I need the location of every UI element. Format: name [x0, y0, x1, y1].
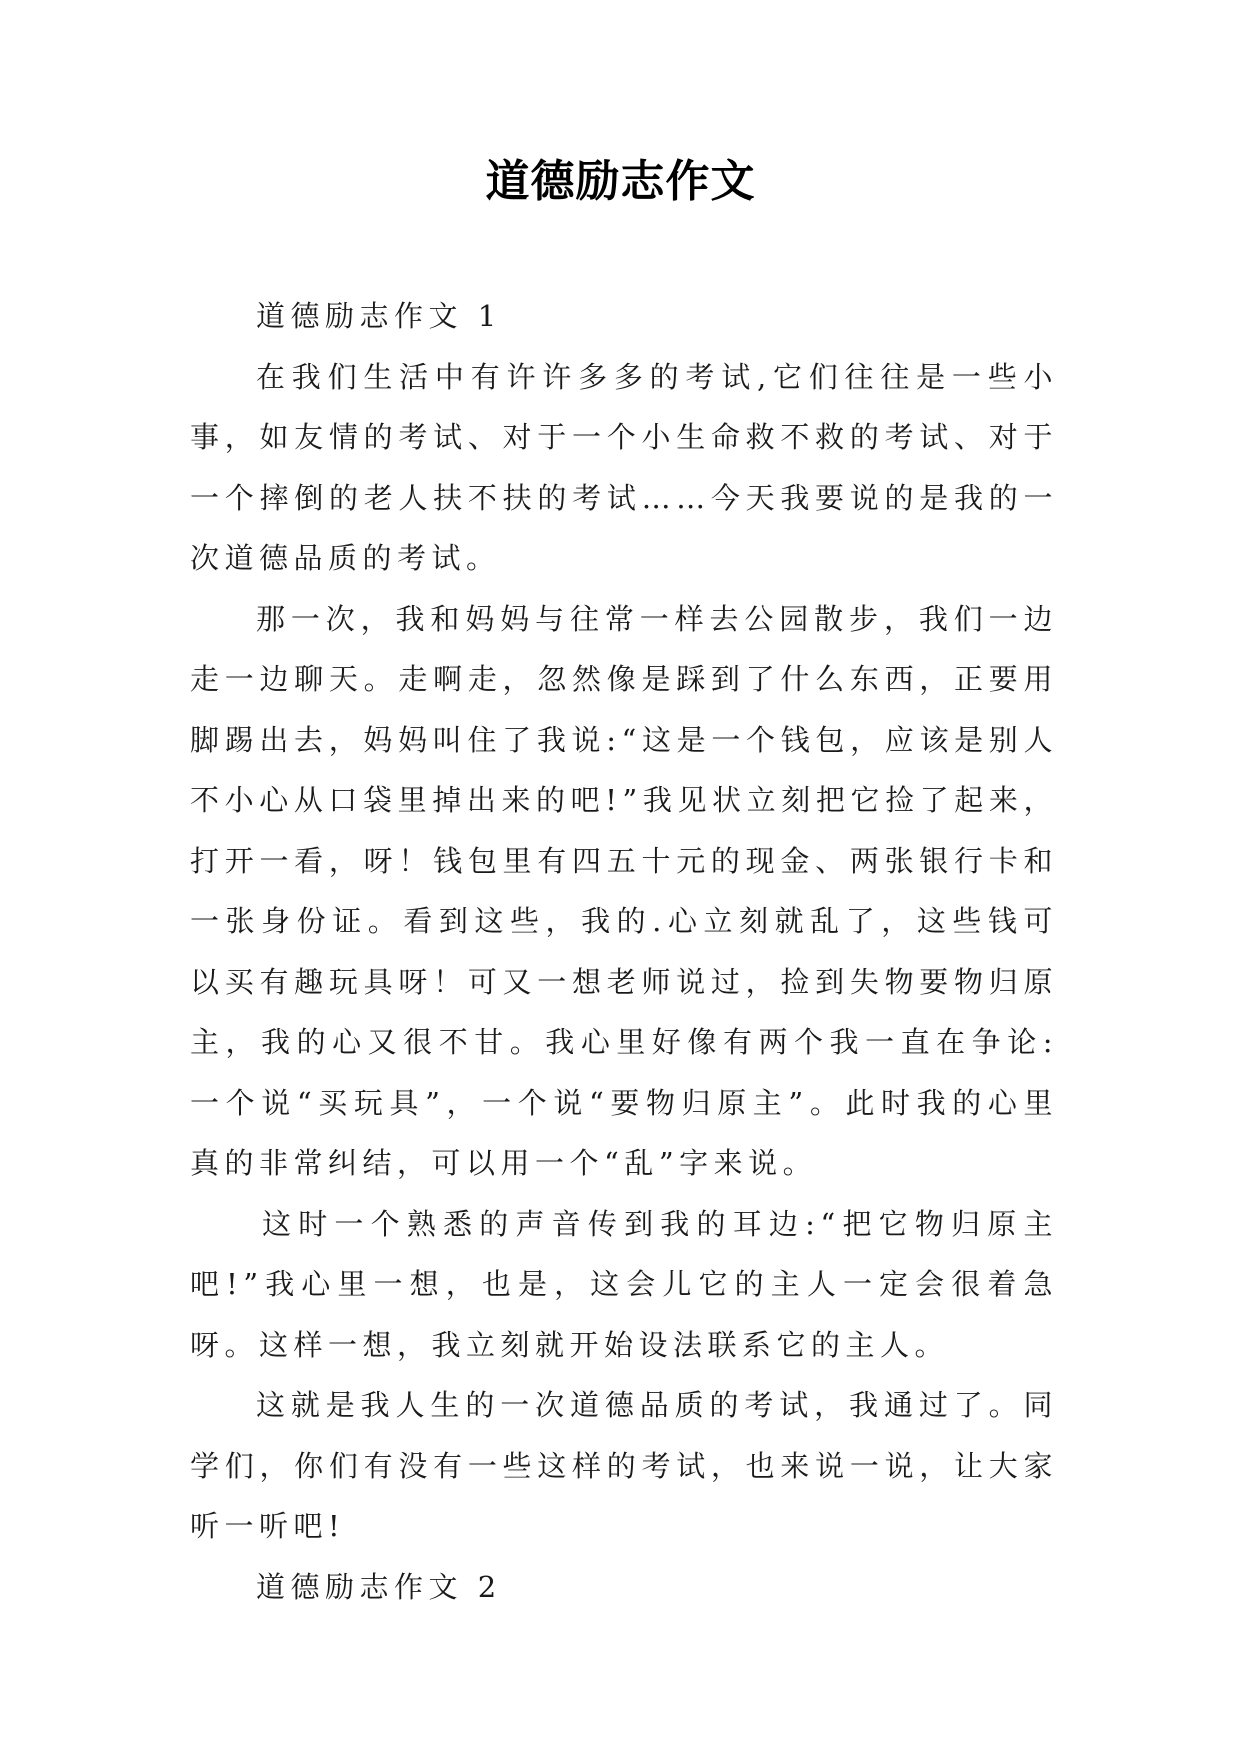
document-title: 道德励志作文: [485, 156, 756, 207]
section-heading-2: 道德励志作文 2: [256, 1569, 502, 1604]
document-body: [190, 286, 1058, 1617]
paragraph-conclusion: 这就是我人生的一次道德品质的考试，我通过了。同学们，你们有没有一些这样的考试，也来说一说，让大家听一听吧!: [190, 1388, 1058, 1543]
paragraph-intro: 在我们生活中有许许多多的考试,它们往往是一些小事，如友情的考试、对于一个小生命救不救的考试、对于一个摔倒的老人扶不扶的考试……今天我要说的是我的一次道德品质的考试。: [190, 359, 1058, 575]
paragraph-story: 那一次，我和妈妈与往常一样去公园散步，我们一边走一边聊天。走啊走，忽然像是踩到了什么东西，正要用脚踢出去，妈妈叫住了我说:“这是一个钱包，应该是别人不小心从口袋里掉出来的吧!”我见状立刻把它捡了起来，打开一看，呀！钱包里有四五十元的现金、两张银行卡和一张身份证。看到这些，我的.心立刻就乱了，这些钱可以买有趣玩具呀！可又一想老师说过，捡到失物要物归原主，我的心又很不甘。我心里好像有两个我一直在争论:一个说“买玩具”，一个说“要物归原主”。此时我的心里真的非常纠结，可以用一个“乱”字来说。: [190, 601, 1058, 1180]
paragraph-decision: 这时一个熟悉的声音传到我的耳边:“把它物归原主吧!”我心里一想，也是，这会儿它的主人一定会很着急呀。这样一想，我立刻就开始设法联系它的主人。: [190, 1206, 1058, 1362]
section-heading-1: 道德励志作文 1: [256, 299, 502, 333]
